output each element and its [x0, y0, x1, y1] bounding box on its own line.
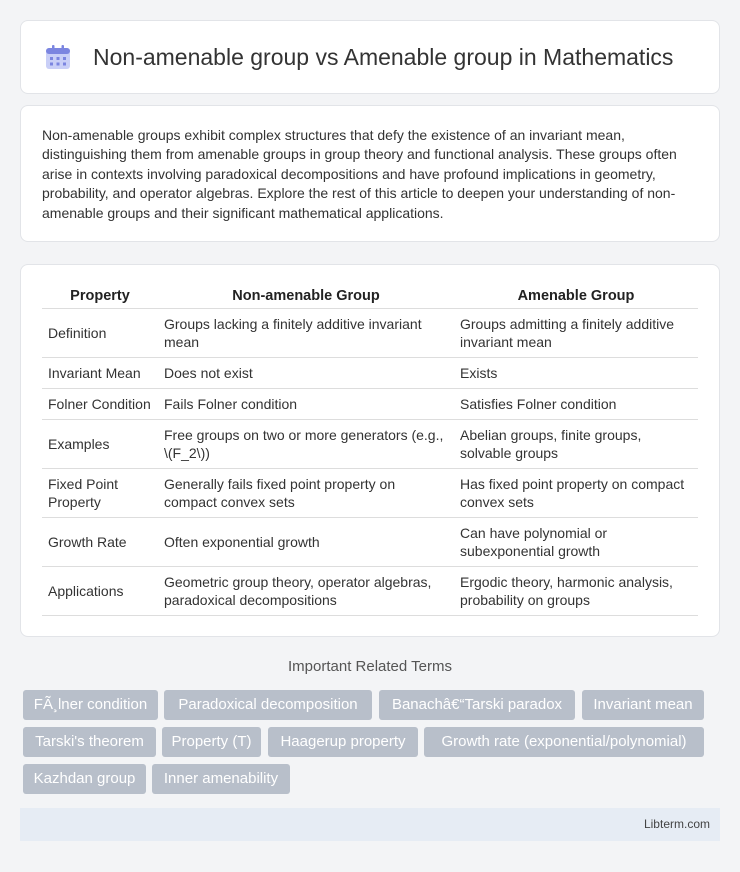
table-cell: Geometric group theory, operator algebras, paradoxical decompositions: [158, 566, 454, 615]
table-cell: Fails Folner condition: [158, 388, 454, 419]
related-terms-title: Important Related Terms: [288, 658, 452, 675]
table-row: [42, 308, 698, 357]
table-cell: Satisfies Folner condition: [454, 388, 698, 419]
intro-card: [20, 105, 720, 242]
header-non-amenable: Non-amenable Group: [158, 284, 454, 308]
header-property: Property: [42, 284, 158, 308]
table-cell: Invariant Mean: [42, 357, 158, 388]
table-row: [42, 388, 698, 419]
tag-invariant-mean[interactable]: Invariant mean: [582, 690, 704, 720]
header-amenable: Amenable Group: [454, 284, 698, 308]
tag-paradoxical-decomposition[interactable]: Paradoxical decomposition: [164, 690, 372, 720]
title-card: [20, 20, 720, 94]
comparison-card: [20, 264, 720, 637]
table-header-row: [42, 284, 698, 308]
page-title: Non-amenable group vs Amenable group in Mathematics: [93, 43, 674, 70]
table-cell: Ergodic theory, harmonic analysis, probability on groups: [454, 566, 698, 615]
table-cell: Free groups on two or more generators (e.g., \(F_2\)): [158, 419, 454, 468]
table-row: [42, 468, 698, 517]
footer: [20, 808, 720, 841]
tag-kazhdan-group[interactable]: Kazhdan group: [23, 764, 146, 794]
table-cell: Abelian groups, finite groups, solvable groups: [454, 419, 698, 468]
tag-growth-rate[interactable]: Growth rate (exponential/polynomial): [424, 727, 704, 757]
table-cell: Applications: [42, 566, 158, 615]
table-cell: Definition: [42, 308, 158, 357]
footer-site-link[interactable]: Libterm.com: [643, 817, 710, 831]
table-cell: Folner Condition: [42, 388, 158, 419]
table-row: [42, 357, 698, 388]
table-row: [42, 566, 698, 615]
table-cell: Groups admitting a finitely additive invariant mean: [454, 308, 698, 357]
table-cell: Examples: [42, 419, 158, 468]
table-cell: Has fixed point property on compact convex sets: [454, 468, 698, 517]
intro-paragraph: Non-amenable groups exhibit complex structures that defy the existence of an invariant mean, distinguishing them from amenable groups in group theory and functional analysis. These groups often arise in contexts involving paradoxical decompositions and have profound implications in geometry, probability, and operator algebras. Explore the rest of this article to deepen your understanding of non-amenable groups and their significant mathematical applications.: [42, 127, 677, 221]
table-cell: Does not exist: [158, 357, 454, 388]
table-cell: Exists: [454, 357, 698, 388]
tag-haagerup-property[interactable]: Haagerup property: [268, 727, 418, 757]
table-cell: Groups lacking a finitely additive invariant mean: [158, 308, 454, 357]
tag-banach-tarski-paradox[interactable]: Banachâ€“Tarski paradox: [379, 690, 575, 720]
table-row: [42, 419, 698, 468]
tag-inner-amenability[interactable]: Inner amenability: [152, 764, 290, 794]
comparison-table: [42, 284, 698, 616]
table-cell: Growth Rate: [42, 517, 158, 566]
calendar-grid-icon: [43, 42, 73, 72]
table-cell: Can have polynomial or subexponential growth: [454, 517, 698, 566]
tag-property-t[interactable]: Property (T): [162, 727, 261, 757]
table-row: [42, 517, 698, 566]
tag-tarskis-theorem[interactable]: Tarski's theorem: [23, 727, 156, 757]
table-cell: Fixed Point Property: [42, 468, 158, 517]
table-cell: Generally fails fixed point property on compact convex sets: [158, 468, 454, 517]
tag-folner-condition[interactable]: FÃ¸lner condition: [23, 690, 158, 720]
table-cell: Often exponential growth: [158, 517, 454, 566]
